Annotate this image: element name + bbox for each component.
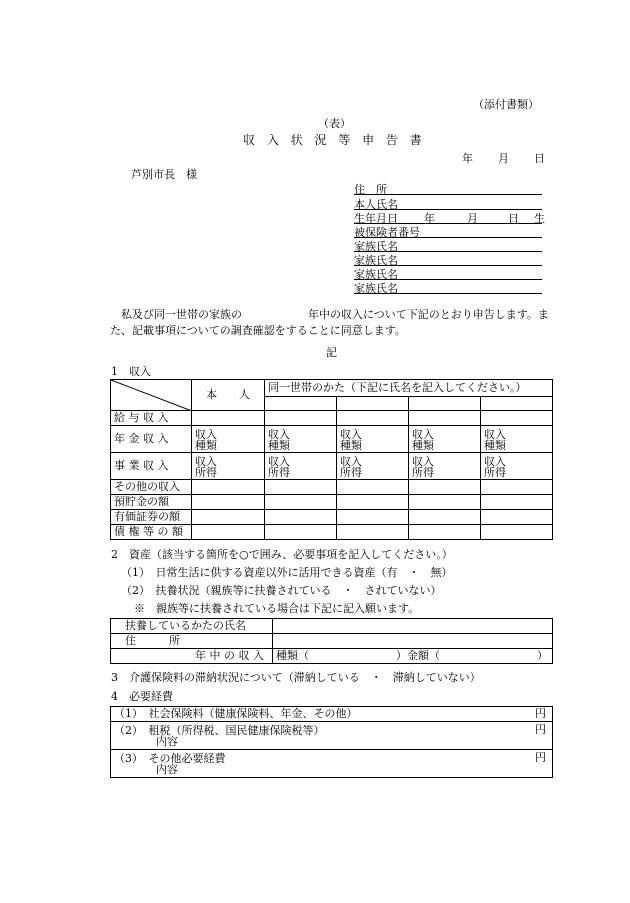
supporter-address-input[interactable] [273, 634, 553, 649]
supporter-income-input[interactable]: 種類（ ）金額（ ） [273, 649, 553, 664]
input-cell[interactable]: 収入 種類 [409, 426, 481, 453]
family-name-field[interactable]: 家族氏名 [354, 280, 542, 294]
expense-row-taxes[interactable]: （2） 租税（所得税、国民健康保険税等） 内容 円 [111, 722, 553, 750]
row-label-salary: 給 与 収 入 [111, 411, 192, 426]
input-cell[interactable] [409, 480, 481, 495]
supporter-table [110, 618, 553, 664]
supporter-name-input[interactable] [273, 619, 553, 634]
input-cell[interactable] [481, 480, 553, 495]
section-1-heading: 1 収入 [111, 365, 151, 378]
input-cell[interactable]: 収入 所得 [337, 453, 409, 480]
address-field[interactable]: 住 所 [354, 181, 542, 195]
family-name-field[interactable]: 家族氏名 [354, 238, 542, 252]
row-label-pension: 年 金 収 入 [111, 426, 192, 453]
section-2-note: ※ 親族等に扶養されている場合は下記に記入願います。 [134, 602, 420, 615]
supporter-name-label: 扶養しているかたの氏名 [111, 619, 273, 634]
input-cell[interactable] [265, 495, 337, 510]
family-name-cell[interactable] [265, 396, 337, 410]
date-month: 月 [498, 152, 509, 165]
input-cell[interactable] [337, 510, 409, 525]
attachment-label: （添付書類） [473, 98, 539, 111]
row-label-savings: 預貯金の額 [111, 495, 192, 510]
input-cell[interactable] [265, 411, 337, 426]
input-cell[interactable] [192, 525, 265, 540]
input-cell[interactable]: 収入 種類 [337, 426, 409, 453]
page-title: 収 入 状 況 等 申 告 書 [243, 133, 426, 147]
birthdate-field[interactable]: 生年月日 年 月 日 生 [354, 212, 545, 225]
input-cell[interactable] [192, 510, 265, 525]
input-cell[interactable]: 収入 所得 [265, 453, 337, 480]
supporter-income-label: 年 中 の 収 入 [111, 649, 273, 664]
header-self: 本 人 [192, 380, 265, 411]
addressee: 芦別市長 様 [131, 168, 197, 181]
front-label: （表） [318, 117, 351, 130]
diagonal-header-cell [111, 380, 192, 411]
name-field[interactable]: 本人氏名 [354, 196, 542, 210]
insured-number-field[interactable]: 被保険者番号 [354, 224, 542, 238]
input-cell[interactable]: 収入 所得 [481, 453, 553, 480]
input-cell[interactable] [337, 525, 409, 540]
input-cell[interactable]: 収入 種類 [481, 426, 553, 453]
intro-line-1a: 私及び同一世帯の家族の [121, 308, 242, 321]
intro-line-2: た、記載事項についての調査確認をすることに同意します。 [110, 324, 406, 337]
input-cell[interactable]: 収入 所得 [192, 453, 265, 480]
input-cell[interactable] [337, 495, 409, 510]
input-cell[interactable] [265, 525, 337, 540]
family-name-cell[interactable] [481, 396, 553, 410]
ki-heading: 記 [326, 346, 337, 359]
expense-row-social-insurance[interactable]: （1） 社会保険料（健康保険料、年金、その他） 円 [111, 707, 553, 722]
row-label-receivables: 債 権 等 の 額 [111, 525, 192, 540]
family-name-cell[interactable] [409, 396, 481, 410]
family-name-field[interactable]: 家族氏名 [354, 252, 542, 266]
input-cell[interactable]: 収入 所得 [409, 453, 481, 480]
intro-line-1b: 年中の収入について下記のとおり申告します。ま [308, 308, 549, 321]
date-year: 年 [462, 152, 473, 165]
section-3-heading: 3 介護保険料の滞納状況について（滞納している ・ 滞納していない） [111, 671, 481, 684]
section-2-item-2: （2） 扶養状況（親族等に扶養されている ・ されていない） [121, 584, 442, 597]
section-2-item-1: （1） 日常生活に供する資産以外に活用できる資産（有 ・ 無） [121, 566, 453, 579]
input-cell[interactable] [409, 510, 481, 525]
date-day: 日 [534, 152, 545, 165]
input-cell[interactable] [481, 525, 553, 540]
row-label-business: 事 業 収 入 [111, 453, 192, 480]
input-cell[interactable]: 収入 種類 [192, 426, 265, 453]
header-family: 同一世帯のかた（下記に氏名を記入してください。） [265, 380, 553, 397]
input-cell[interactable]: 収入 種類 [265, 426, 337, 453]
input-cell[interactable] [409, 411, 481, 426]
row-label-other-income: その他の収入 [111, 480, 192, 495]
input-cell[interactable] [337, 411, 409, 426]
input-cell[interactable] [192, 411, 265, 426]
expense-row-other[interactable]: （3） その他必要経費 内容 円 [111, 750, 553, 778]
input-cell[interactable] [265, 510, 337, 525]
input-cell[interactable] [337, 480, 409, 495]
input-cell[interactable] [409, 525, 481, 540]
input-cell[interactable] [481, 411, 553, 426]
supporter-address-label: 住 所 [111, 634, 273, 649]
input-cell[interactable] [481, 495, 553, 510]
family-name-field[interactable]: 家族氏名 [354, 266, 542, 280]
section-4-heading: 4 必要経費 [111, 690, 173, 703]
input-cell[interactable] [409, 495, 481, 510]
input-cell[interactable] [192, 495, 265, 510]
income-table [110, 379, 553, 540]
family-name-cell[interactable] [337, 396, 409, 410]
section-2-heading: 2 資産（該当する箇所を○で囲み、必要事項を記入してください。） [111, 548, 453, 561]
expenses-table [110, 706, 553, 778]
input-cell[interactable] [192, 480, 265, 495]
row-label-securities: 有価証券の額 [111, 510, 192, 525]
input-cell[interactable] [481, 510, 553, 525]
input-cell[interactable] [265, 480, 337, 495]
